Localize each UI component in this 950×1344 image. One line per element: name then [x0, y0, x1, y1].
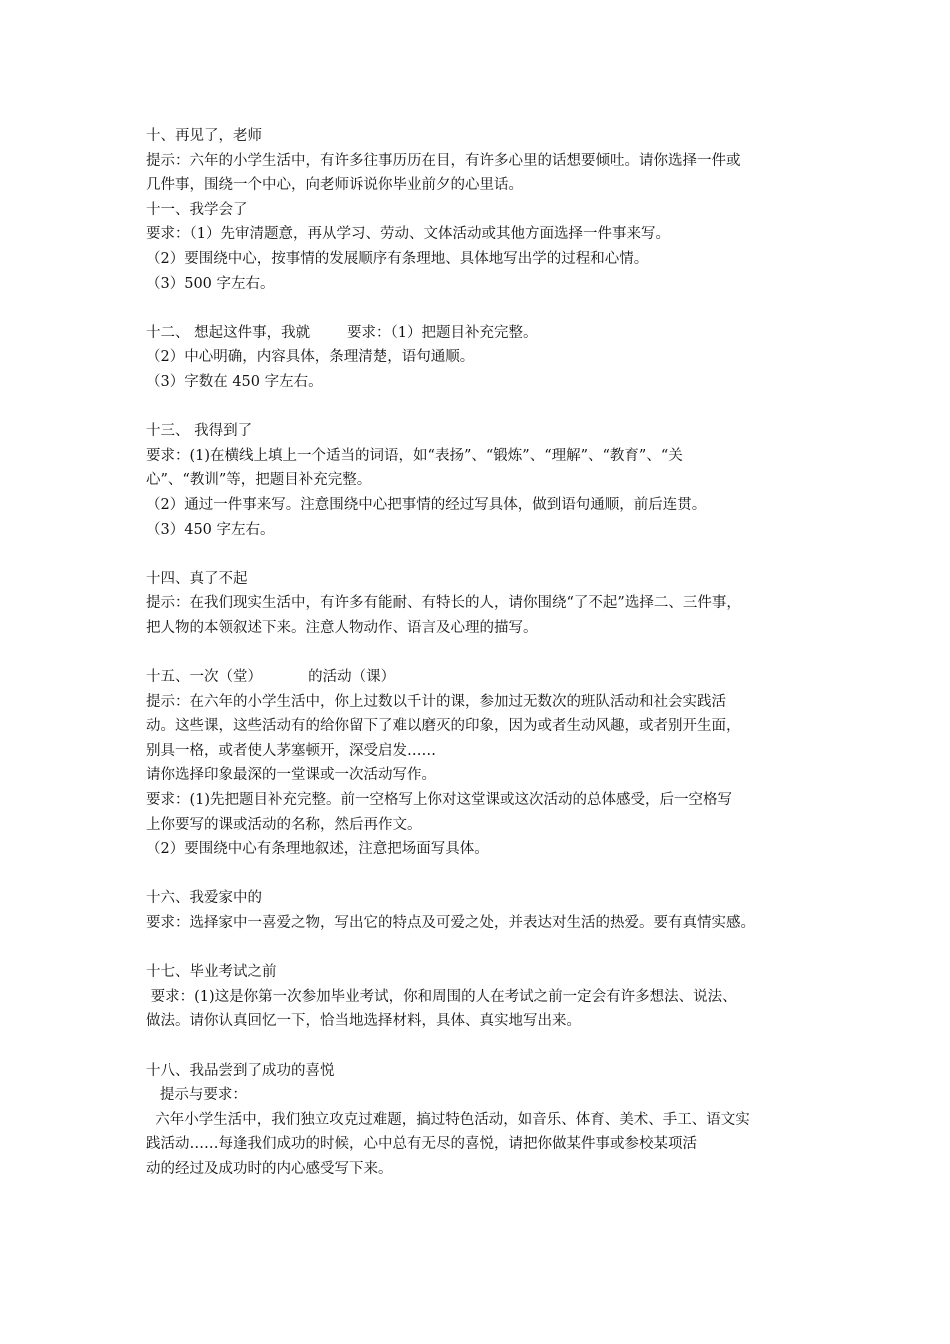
section-title: 十五、一次（堂） 的活动（课）	[146, 669, 396, 686]
section-title: 十七、毕业考试之前	[146, 964, 277, 981]
section-title: 十四、真了不起	[146, 570, 248, 587]
section-title: 十一、我学会了	[146, 201, 248, 218]
blank-line	[146, 936, 836, 961]
text-line: 把人物的本领叙述下来。注意人物动作、语言及心理的描写。	[146, 619, 538, 636]
text-line: 要求：选择家中一喜爱之物，写出它的特点及可爱之处，并表达对生活的热爱。要有真情实感。	[146, 915, 755, 931]
text-line: 心”、“教训”等，把题目补充完整。	[146, 472, 372, 489]
text-line: 提示：在六年的小学生活中，你上过数以千计的课，参加过无数次的班队活动和社会实践活	[146, 693, 726, 710]
section-title: 十二、 想起这件事，我就 要求：（1）把题目补充完整。	[146, 324, 538, 341]
text-line: 提示与要求：	[146, 1087, 247, 1104]
text-line: （2）通过一件事来写。注意围绕中心把事情的经过写具体，做到语句通顺，前后连贯。	[146, 496, 707, 513]
text-line: （2）要围绕中心，按事情的发展顺序有条理地、具体地写出学的过程和心情。	[146, 250, 649, 267]
document-body	[146, 124, 836, 1182]
text-line: （2）中心明确，内容具体，条理清楚，语句通顺。	[146, 349, 475, 366]
text-line: 动。这些课，这些活动有的给你留下了难以磨灭的印象，因为或者生动风趣，或者别开生面，	[146, 718, 741, 735]
text-line: 要求：(1)这是你第一次参加毕业考试，你和周围的人在考试之前一定会有许多想法、说法、	[146, 988, 737, 1005]
text-line: （2）要围绕中心有条理地叙述，注意把场面写具体。	[146, 841, 489, 858]
blank-line	[146, 542, 836, 567]
text-line: 动的经过及成功时的内心感受写下来。	[146, 1160, 393, 1177]
text-line: 要求：(1)在横线上填上一个适当的词语，如“表扬”、“锻炼”、“理解”、“教育”、“关	[146, 447, 683, 464]
section-title: 十三、 我得到了	[146, 423, 253, 440]
section-title: 十八、我品尝到了成功的喜悦	[146, 1062, 335, 1079]
text-line: 别具一格，或者使人茅塞顿开，深受启发……	[146, 742, 436, 759]
text-line: 上你要写的课或活动的名称，然后再作文。	[146, 816, 422, 833]
text-line: （3）450 字左右。	[146, 521, 275, 538]
text-line: 做法。请你认真回忆一下，恰当地选择材料，具体、真实地写出来。	[146, 1013, 581, 1030]
section-title: 十六、我爱家中的	[146, 890, 262, 907]
blank-line	[146, 1034, 836, 1059]
text-line: （3）500 字左右。	[146, 275, 275, 292]
text-line: 六年小学生活中，我们独立攻克过难题，搞过特色活动，如音乐、体育、美术、手工、语文实	[146, 1111, 750, 1128]
blank-line	[146, 296, 836, 321]
blank-line	[146, 395, 836, 420]
blank-line	[146, 862, 836, 887]
text-line: 几件事，围绕一个中心，向老师诉说你毕业前夕的心里话。	[146, 177, 523, 194]
text-line: 践活动……每逢我们成功的时候，心中总有无尽的喜悦，请把你做某件事或参校某项活	[146, 1136, 697, 1153]
section-title: 十、再见了，老师	[146, 128, 262, 144]
text-line: 请你选择印象最深的一堂课或一次活动写作。	[146, 767, 436, 784]
text-line: 要求：(1)先把题目补充完整。前一空格写上你对这堂课或这次活动的总体感受，后一空格写	[146, 792, 733, 809]
text-line: 要求：（1）先审清题意，再从学习、劳动、文体活动或其他方面选择一件事来写。	[146, 226, 670, 243]
text-line: （3）字数在 450 字左右。	[146, 373, 323, 390]
text-line: 提示：六年的小学生活中，有许多往事历历在目，有许多心里的话想要倾吐。请你选择一件或	[146, 152, 741, 169]
text-line: 提示：在我们现实生活中，有许多有能耐、有特长的人，请你围绕“了不起”选择二、三件事，	[146, 595, 741, 612]
blank-line	[146, 640, 836, 665]
